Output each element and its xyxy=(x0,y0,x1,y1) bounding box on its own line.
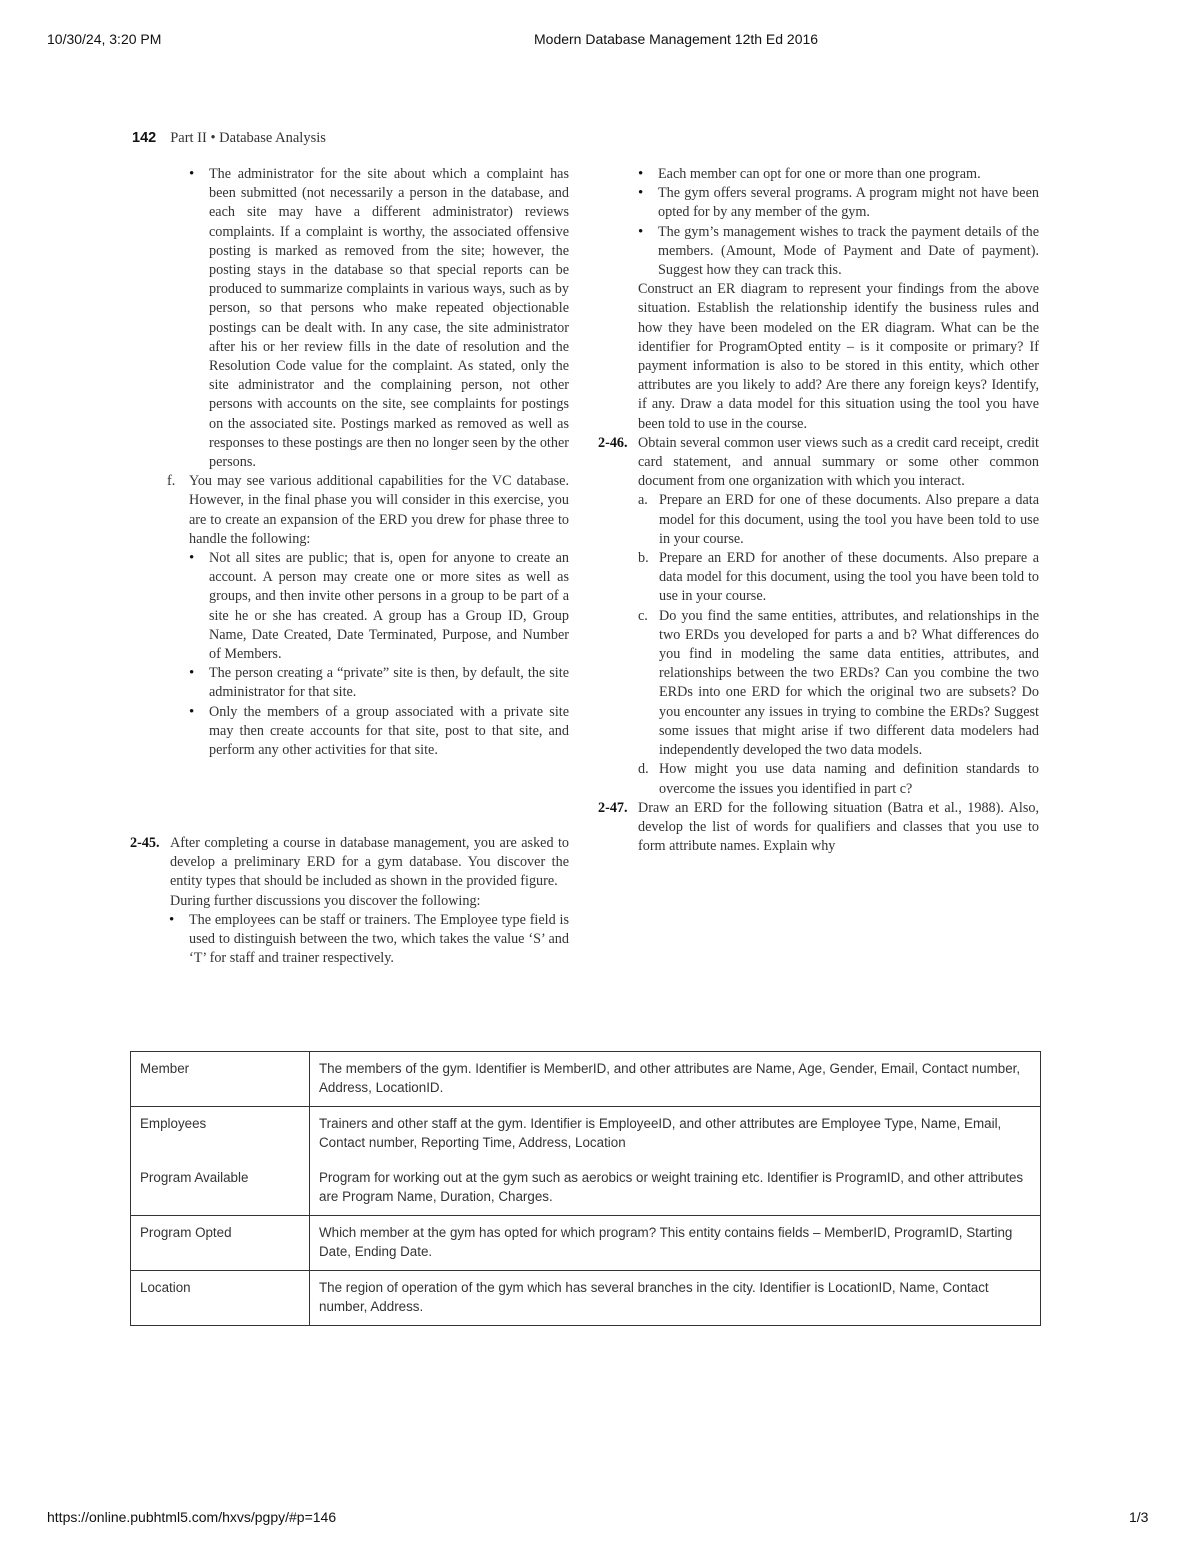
list-item xyxy=(638,607,1039,761)
list-item xyxy=(209,165,569,472)
list-item xyxy=(638,491,1039,549)
print-page-count: 1/3 xyxy=(1129,1509,1149,1525)
bullet-icon xyxy=(638,184,643,203)
left-column xyxy=(167,165,569,760)
list-item xyxy=(658,184,1039,222)
list-item xyxy=(658,223,1039,281)
item-f-text: You may see various additional capabilities for the VC database. However, in the final phase you will consider in this exercise, you are to create an expansion of the ERD you drew for phase three to handle the following: xyxy=(189,473,569,547)
program-bullet-text: Each member can opt for one or more than one program. xyxy=(658,166,981,182)
exercise-2-45 xyxy=(130,834,569,968)
list-item xyxy=(209,549,569,664)
page-number: 142 xyxy=(132,130,157,146)
list-item xyxy=(638,760,1039,798)
f-bullet-text: Not all sites are public; that is, open for anyone to create an account. A person may create one or more sites as well as groups, and then invite other persons in a group to be part of a site he or she has created. A group has a Group ID, Group Name, Date Created, Date Terminated, Purpose, and Number of Members. xyxy=(209,550,569,663)
entity-description: The region of operation of the gym which has several branches in the city. Identifier is LocationID, Name, Contact number, Address. xyxy=(310,1271,1041,1326)
item-f xyxy=(167,472,569,549)
bullet-icon xyxy=(189,664,194,683)
list-item xyxy=(638,549,1039,607)
bullet-icon xyxy=(189,165,194,184)
table-row xyxy=(131,1216,1041,1271)
entity-description: Trainers and other staff at the gym. Identifier is EmployeeID, and other attributes are Employee Type, Name, Email, Contact number, Reporting Time, Address, Location xyxy=(310,1107,1041,1162)
bullet-icon xyxy=(169,911,174,930)
entity-name: Program Opted xyxy=(131,1216,310,1271)
bullet-icon xyxy=(638,223,643,242)
entity-description: The members of the gym. Identifier is MemberID, and other attributes are Name, Age, Gender, Email, Contact number, Address, LocationID. xyxy=(310,1052,1041,1107)
f-bullet-text: Only the members of a group associated with a private site may then create accounts for that site, post to that site, and perform any other activities for that site. xyxy=(209,703,569,759)
exercise-2-45-body xyxy=(130,834,569,892)
section-label: Part II • Database Analysis xyxy=(170,130,326,146)
table-row xyxy=(131,1271,1041,1326)
exercise-text: Obtain several common user views such as a credit card receipt, credit card statement, and annual summary or some other common document from one organization with which you interact. xyxy=(638,434,1039,490)
entity-description: Program for working out at the gym such as aerobics or weight training etc. Identifier is ProgramID, and other attributes are Program Name, Duration, Charges. xyxy=(310,1161,1041,1216)
item-label: d. xyxy=(638,761,649,778)
admin-bullet-text: The administrator for the site about which a complaint has been submitted (not necessarily a person in the database, and each site may have a different administrator) reviews complaints. If a complaint is worthy, the associated offensive posting is marked as removed from the site; however, the posting stays in the database so that special reports can be produced to summarize complaints in various ways, such as by person, so that persons who make repeated objectionable postings can be dealt with. In any case, the site administrator after his or her review fills in the date of resolution and the Resolution Code value for the complaint. As stated, only the site administrator and the complaining person, not other persons with accounts on the site, see complaints for postings on the associated site. Postings marked as removed as well as responses to these postings are then no longer seen by the other persons. xyxy=(209,166,569,471)
entity-description: Which member at the gym has opted for which program? This entity contains fields – MemberID, ProgramID, Starting Date, Ending Date. xyxy=(310,1216,1041,1271)
item-text: Prepare an ERD for one of these documents. Also prepare a data model for this document, using the tool you have been told to use in your course. xyxy=(659,492,1039,547)
list-item xyxy=(658,165,1039,184)
list-item xyxy=(209,703,569,761)
list-item xyxy=(189,911,569,969)
document-title: Modern Database Management 12th Ed 2016 xyxy=(534,31,819,47)
item-f-label: f. xyxy=(167,473,176,490)
running-head xyxy=(132,130,326,147)
entity-table xyxy=(130,1051,1041,1326)
exercise-text: After completing a course in database management, you are asked to develop a preliminary ERD for a gym database. You discover the entity types that should be included as shown in the provided figure. xyxy=(170,835,569,890)
table-row xyxy=(131,1052,1041,1107)
construct-paragraph: Construct an ER diagram to represent your findings from the above situation. Establish the relationship identify the business rules and how they have been modeled on the ER diagram. What can be the identifier for ProgramOpted entity – is it composite or primary? If payment information is also to be stored in this entity, which other attributes are you likely to add? Are there any foreign keys? Identify, if any. Draw a data model for this situation using the tool you have been told to use in the course. xyxy=(638,281,1039,432)
entity-name: Location xyxy=(131,1271,310,1326)
bullet-icon xyxy=(638,165,643,184)
exercise-number: 2-47. xyxy=(598,799,628,816)
exercise-followup: During further discussions you discover the following: xyxy=(170,892,481,909)
item-text: Prepare an ERD for another of these documents. Also prepare a data model for this document, using the tool you have been told to use in your course. xyxy=(659,550,1039,605)
item-label: b. xyxy=(638,550,649,567)
table-row xyxy=(131,1161,1041,1216)
exercise-number: 2-46. xyxy=(598,434,628,451)
table-row xyxy=(131,1107,1041,1162)
entity-name: Employees xyxy=(131,1107,310,1162)
item-label: a. xyxy=(638,492,648,509)
program-bullet-text: The gym offers several programs. A program might not have been opted for by any member of the gym. xyxy=(658,185,1039,221)
item-text: Do you find the same entities, attributes, and relationships in the two ERDs you developed for parts a and b? What differences do you find in modeling the same data entities, attributes, and relationships between the two ERDs? Can you combine the two ERDs into one ERD for which the original two are subsets? Do you encounter any issues in trying to combine the ERDs? Suggest some issues that might arise if two different data modelers had independently developed the two data models. xyxy=(659,607,1039,759)
list-item xyxy=(209,664,569,702)
bullet-icon xyxy=(189,549,194,568)
exercise-2-46 xyxy=(598,434,1039,492)
entity-name: Member xyxy=(131,1052,310,1107)
exercise-2-47 xyxy=(598,799,1039,857)
bullet-icon xyxy=(189,703,194,722)
item-label: c. xyxy=(638,607,648,624)
employee-bullet-text: The employees can be staff or trainers. The Employee type field is used to distinguish between the two, which takes the value ‘S’ and ‘T’ for staff and trainer respectively. xyxy=(189,911,569,967)
f-bullet-text: The person creating a “private” site is then, by default, the site administrator for that site. xyxy=(209,665,569,701)
print-timestamp: 10/30/24, 3:20 PM xyxy=(47,31,162,47)
item-text: How might you use data naming and definition standards to overcome the issues you identified in part c? xyxy=(659,761,1039,797)
right-column xyxy=(598,165,1039,856)
entity-name: Program Available xyxy=(131,1161,310,1216)
payment-bullet-text: The gym’s management wishes to track the payment details of the members. (Amount, Mode of Payment and Date of payment). Suggest how they can track this. xyxy=(658,223,1039,279)
page-url: https://online.pubhtml5.com/hxvs/pgpy/#p=146 xyxy=(47,1509,337,1525)
exercise-number: 2-45. xyxy=(130,835,160,851)
exercise-text: Draw an ERD for the following situation (Batra et al., 1988). Also, develop the list of words for qualifiers and classes that you use to form attribute names. Explain why xyxy=(638,799,1039,855)
